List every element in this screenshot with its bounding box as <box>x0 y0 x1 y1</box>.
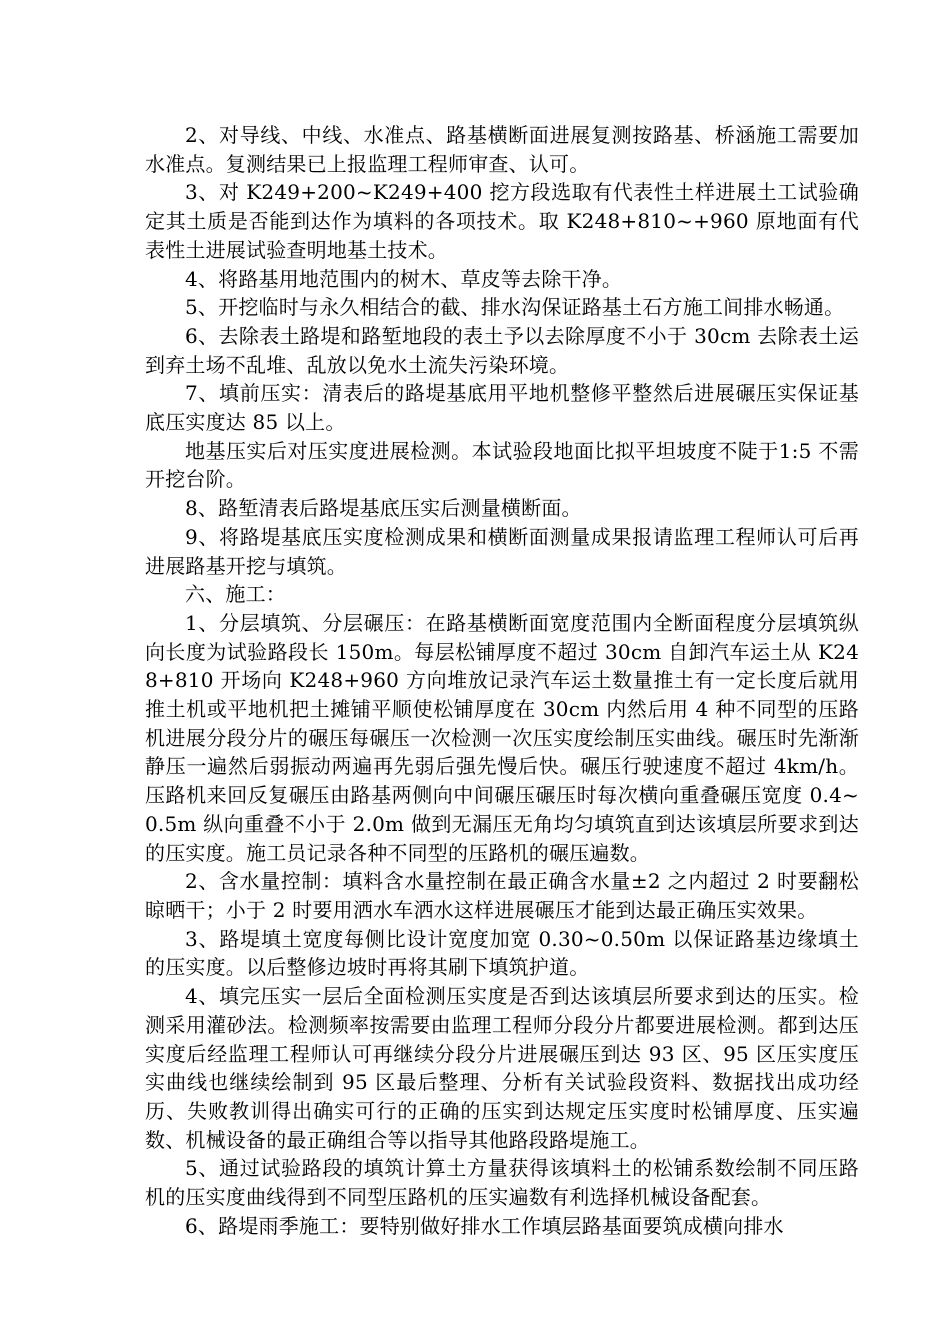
paragraph-clear-vegetation: 4、将路基用地范围内的树木、草皮等去除干净。 <box>185 266 623 291</box>
paragraph-layered-filling: 1、分层填筑、分层碾压：在路基横断面宽度范围内全断面程度分层填筑纵向长度为试验路段长 150m。每层松铺厚度不超过 30cm 自卸汽车运土从 K248+810 开场向 K248+960 方向堆放记录汽车运土数量推土有一定长度后就用推土机或平地机把土摊铺平顺使松铺厚度在 30cm 内然后用 4 种不同型的压路机进展分段分片的碾压每碾压一次检测一次压实度绘制压实曲线。碾压时先渐渐静压一遍然后弱振动两遍再先弱后强先慢后快。碾压行驶速度不超过 4km/h。压路机来回反复碾压由路基两侧向中间碾压碾压时每次横向重叠碾压宽度 0.4~0.5m 纵向重叠不小于 2.0m 做到无漏压无角均匀填筑直到达该填层所要求到达的压实度。施工员记录各种不同型的压路机的碾压遍数。 <box>145 610 859 865</box>
paragraph-survey-recheck: 2、对导线、中线、水准点、路基横断面进展复测按路基、桥涵施工需要加水准点。复测结果已上报监理工程师审查、认可。 <box>145 123 859 176</box>
paragraph-drainage-ditch: 5、开挖临时与永久相结合的截、排水沟保证路基土石方施工间排水畅通。 <box>185 295 845 320</box>
paragraph-loose-coefficient: 5、通过试验路段的填筑计算土方量获得该填料土的松铺系数绘制不同压路机的压实度曲线得到不同型压路机的压实遍数有利选择机械设备配套。 <box>145 1156 859 1210</box>
paragraph-soil-testing: 3、对 K249+200~K249+400 挖方段选取有代表性土样进展土工试验确定其土质是否能到达作为填料的各项技术。取 K248+810~+960 原地面有代表性土进展试验查明地基土技术。 <box>145 180 859 262</box>
paragraph-foundation-check: 地基压实后对压实度进展检测。本试验段地面比拟平坦坡度不陡于1:5 不需开挖台阶。 <box>145 438 859 492</box>
paragraph-report-approval: 9、将路堤基底压实度检测成果和横断面测量成果报请监理工程师认可后再进展路基开挖与填筑。 <box>145 524 859 578</box>
paragraph-topsoil-removal: 6、去除表土路堤和路堑地段的表土予以去除厚度不小于 30cm 去除表土运到弃土场不乱堆、乱放以免水土流失污染环境。 <box>145 323 859 377</box>
paragraph-rainy-season: 6、路堤雨季施工：要特别做好排水工作填层路基面要筑成横向排水 <box>185 1213 784 1238</box>
section-heading-construction: 六、施工： <box>185 582 286 607</box>
paragraph-compaction-testing: 4、填完压实一层后全面检测压实度是否到达该填层所要求到达的压实。检测采用灌砂法。检测频率按需要由监理工程师分段分片都要进展检测。都到达压实度后经监理工程师认可再继续分段分片进展碾压到达 93 区、95 区压实度压实曲线也继续绘制到 95 区最后整理、分析有关试验段资料、数据找出成功经历、失败教训得出确实可行的正确的压实到达规定压实度时松铺厚度、压实遍数、机械设备的最正确组合等以指导其他路段路堤施工。 <box>145 984 859 1152</box>
document-body <box>145 121 859 1240</box>
paragraph-width-widening: 3、路堤填土宽度每侧比设计宽度加宽 0.30~0.50m 以保证路基边缘填土的压实度。以后整修边坡时再将其刷下填筑护道。 <box>145 926 859 980</box>
paragraph-moisture-control: 2、含水量控制：填料含水量控制在最正确含水量±2 之内超过 2 时要翻松晾晒干；小于 2 时要用洒水车洒水这样进展碾压才能到达最正确压实效果。 <box>145 869 859 922</box>
paragraph-cross-section-survey: 8、路堑清表后路堤基底压实后测量横断面。 <box>185 496 582 521</box>
paragraph-pre-fill-compaction: 7、填前压实：清表后的路堤基底用平地机整修平整然后进展碾压实保证基底压实度达 85 以上。 <box>145 381 859 435</box>
